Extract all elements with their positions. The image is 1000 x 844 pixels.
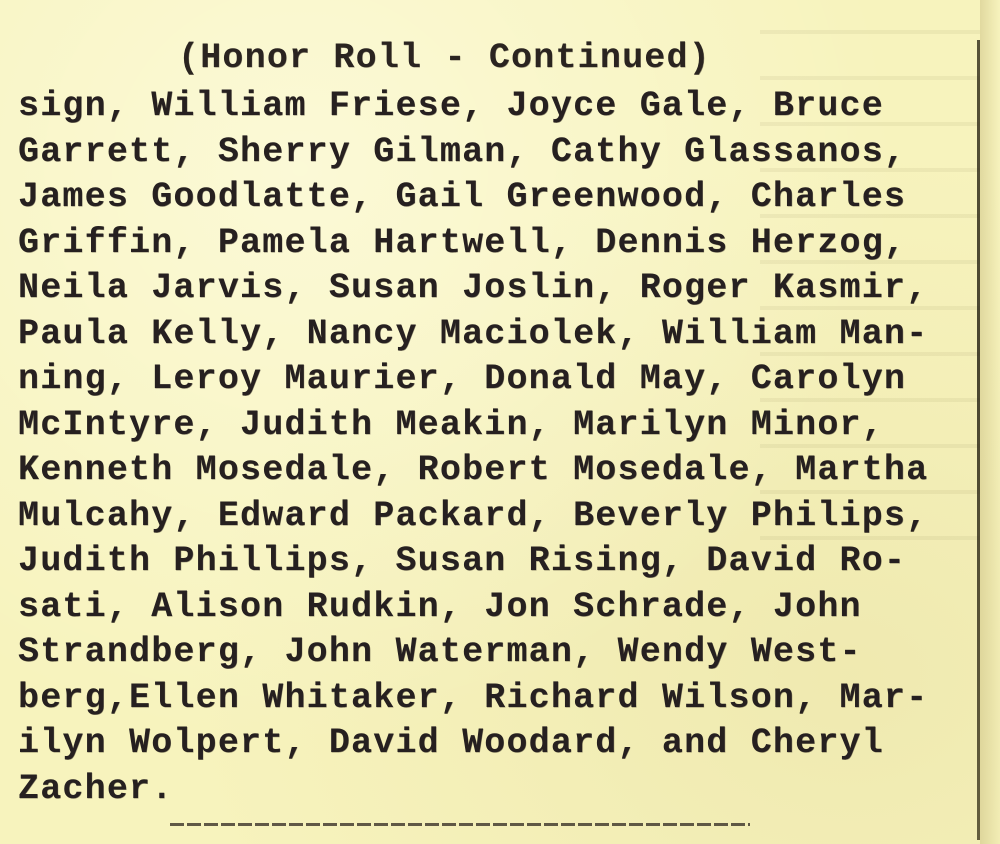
text-line: Neila Jarvis, Susan Joslin, Roger Kasmir, — [18, 268, 929, 308]
dashed-separator-rule — [170, 823, 750, 826]
text-line: berg,Ellen Whitaker, Richard Wilson, Mar- — [18, 677, 929, 718]
text-line: Zacher. — [18, 768, 174, 809]
text-line: Kenneth Mosedale, Robert Mosedale, Martha — [18, 450, 929, 490]
honor-roll-names — [18, 84, 958, 812]
text-line: sign, William Friese, Joyce Gale, Bruce — [18, 86, 884, 126]
section-heading: (Honor Roll - Continued) — [178, 38, 711, 78]
text-line: Garrett, Sherry Gilman, Cathy Glassanos, — [18, 131, 907, 172]
text-line: ning, Leroy Maurier, Donald May, Carolyn — [18, 359, 907, 399]
text-line: Judith Phillips, Susan Rising, David Ro- — [18, 541, 907, 581]
text-line: Paula Kelly, Nancy Maciolek, William Man- — [18, 313, 929, 354]
text-line: McIntyre, Judith Meakin, Marilyn Minor, — [18, 404, 884, 445]
page-edge-line — [977, 40, 980, 840]
text-line: sati, Alison Rudkin, Jon Schrade, John — [18, 586, 862, 627]
text-line: James Goodlatte, Gail Greenwood, Charles — [18, 177, 907, 217]
text-line: Mulcahy, Edward Packard, Beverly Philips, — [18, 495, 929, 536]
page-edge-shadow — [980, 0, 1000, 844]
text-line: Strandberg, John Waterman, Wendy West- — [18, 632, 862, 672]
text-line: Griffin, Pamela Hartwell, Dennis Herzog, — [18, 222, 907, 263]
text-line: ilyn Wolpert, David Woodard, and Cheryl — [18, 723, 884, 763]
